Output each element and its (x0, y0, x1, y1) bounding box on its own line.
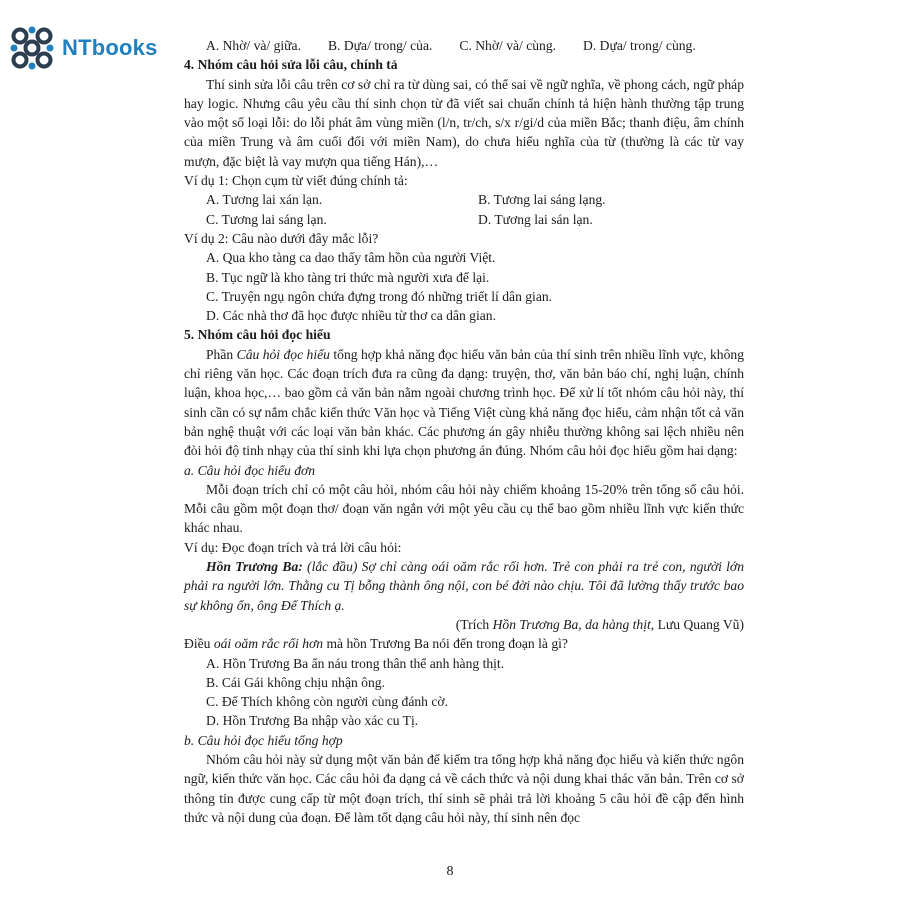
example1-options-row2 (184, 210, 744, 229)
reading-option-b: B. Cái Gái không chịu nhận ông. (206, 674, 385, 690)
reading-option-d: D. Hồn Trương Ba nhập vào xác cu Tị. (206, 713, 419, 729)
section5-intro-post: tổng hợp khả năng đọc hiểu văn bản của thí sinh trên nhiều lĩnh vực, không chỉ riêng văn học. Các đoạn trích đưa ra cũng đa dạng: truyện, thơ, văn bản báo chí, nghị luận, chính luận, khoa học,… bao gồm cả văn bản nằm ngoài chương trình học. Để xử lí tốt nhóm câu hỏi này, thí sinh cần có sự nắm chắc kiến thức Văn học và Tiếng Việt cùng khả năng đọc hiểu, cảm nhận tốt cả văn bản nghệ thuật với các loại văn bản khác. Các phương án gây nhiễu thường không sai lệch nhiều nên đòi hỏi độ tinh nhạy của thí sinh khi lựa chọn phương án đúng. Nhóm câu hỏi đọc hiểu gồm hai dạng: (184, 346, 744, 459)
reading-option-c: C. Đế Thích không còn người cùng đánh cờ. (206, 694, 448, 710)
logo-mark-icon (6, 22, 58, 74)
source-italic: Hồn Trương Ba, da hàng thịt (492, 616, 651, 632)
question-post: mà hồn Trương Ba nói đến trong đoạn là gì? (323, 636, 568, 652)
example1-option-b: B. Tương lai sáng lạng. (478, 192, 606, 208)
subsection-a-heading: a. Câu hỏi đọc hiểu đơn (184, 462, 316, 478)
top-option-d: D. Dựa/ trong/ cùng. (583, 38, 696, 53)
example2-prompt: Ví dụ 2: Câu nào dưới đây mắc lỗi? (184, 230, 379, 246)
example1-prompt: Ví dụ 1: Chọn cụm từ viết đúng chính tả: (184, 173, 408, 189)
example2-option-c: C. Truyện ngụ ngôn chứa đựng trong đó những triết lí dân gian. (206, 288, 553, 304)
page-number: 8 (446, 864, 454, 879)
example1-option-a: A. Tương lai xán lạn. (206, 192, 323, 208)
top-option-a: A. Nhờ/ và/ giữa. (206, 38, 301, 53)
top-option-b: B. Dựa/ trong/ của. (327, 38, 433, 53)
section5-intro-pre: Phần (206, 346, 237, 362)
excerpt-source (184, 615, 744, 634)
logo-text: NTbooks (62, 35, 158, 60)
example2-option-d: D. Các nhà thơ đã học được nhiều từ thơ ca dân gian. (206, 308, 496, 324)
subsection-b-paragraph: Nhóm câu hỏi này sử dụng một văn bản để kiểm tra tổng hợp khả năng đọc hiểu và kiến thức ngôn ngữ, kiến thức văn học. Các câu hỏi đa dạng cả về cách thức và nội dung khai thác văn bản. Trên cơ sở thông tin được cung cấp từ một đoạn trích, thí sinh sẽ phải trả lời khoảng 5 câu hỏi đề cập đến hình thức và nội dung của đoạn. Để làm tốt dạng câu hỏi này, thí sinh nên đọc (184, 751, 744, 825)
example-prompt: Ví dụ: Đọc đoạn trích và trả lời câu hỏi: (184, 539, 402, 555)
subsection-b-heading: b. Câu hỏi đọc hiểu tổng hợp (184, 732, 343, 748)
section5-intro (184, 345, 744, 461)
example1-options-row1 (184, 190, 744, 209)
excerpt-text: (lắc đầu) Sợ chỉ càng oái oăm rắc rối hơn. Trẻ con phải ra trẻ con, người lớn phải ra người lớn. Thằng cu Tị bỗng thành ông nội, con bé đời nào chịu. Tôi đã lường thấy trước bao sự không ổn, ông Đế Thích ạ. (184, 559, 744, 613)
example2-option-a: A. Qua kho tàng ca dao thấy tâm hồn của người Việt. (206, 250, 496, 266)
document-page (184, 36, 744, 827)
top-options-row (184, 36, 744, 55)
top-option-c: C. Nhờ/ và/ cùng. (459, 38, 557, 53)
subsection-a-paragraph: Mỗi đoạn trích chỉ có một câu hỏi, nhóm câu hỏi này chiếm khoảng 15-20% trên tổng số câu hỏi. Mỗi câu gồm một đoạn thơ/ đoạn văn ngắn với một yêu cầu cụ thể bao gồm nhiều lĩnh vực kiến thức khác nhau. (184, 481, 744, 536)
excerpt-quote (184, 557, 744, 615)
reading-option-a: A. Hồn Trương Ba ẩn náu trong thân thể anh hàng thịt. (206, 655, 505, 671)
source-pre: (Trích (455, 616, 493, 632)
excerpt-speaker: Hồn Trương Ba: (206, 559, 303, 575)
example1-option-d: D. Tương lai sán lạn. (478, 211, 593, 227)
question-italic: oái oăm rắc rối hơn (213, 636, 324, 652)
reading-question (184, 634, 744, 653)
question-pre: Điều (184, 636, 214, 652)
source-post: , Lưu Quang Vũ) (650, 616, 744, 632)
example1-option-c: C. Tương lai sáng lạn. (206, 211, 327, 227)
ntbooks-logo (6, 22, 158, 74)
section5-heading: 5. Nhóm câu hỏi đọc hiểu (184, 327, 331, 343)
section5-intro-italic: Câu hỏi đọc hiểu (236, 346, 330, 362)
section4-paragraph: Thí sinh sửa lỗi câu trên cơ sở chỉ ra từ dùng sai, có thể sai về ngữ nghĩa, về phong cách, ngữ pháp hay logic. Nhưng câu yêu cầu thí sinh chọn từ đã viết sai chuẩn chính tả hiện hành thường tập trung vào một số loại lỗi: do lỗi phát âm vùng miền (l/n, tr/ch, s/x r/gi/d của miền Bắc; thanh điệu, âm chính của miền Trung và âm cuối đối với miền Nam), do chưa hiểu nghĩa của từ (thường là các từ vay mượn, đặc biệt là vay mượn qua tiếng Hán),… (184, 76, 744, 169)
example2-option-b: B. Tục ngữ là kho tàng tri thức mà người xưa để lại. (206, 269, 490, 285)
section4-heading: 4. Nhóm câu hỏi sửa lỗi câu, chính tả (184, 57, 398, 73)
